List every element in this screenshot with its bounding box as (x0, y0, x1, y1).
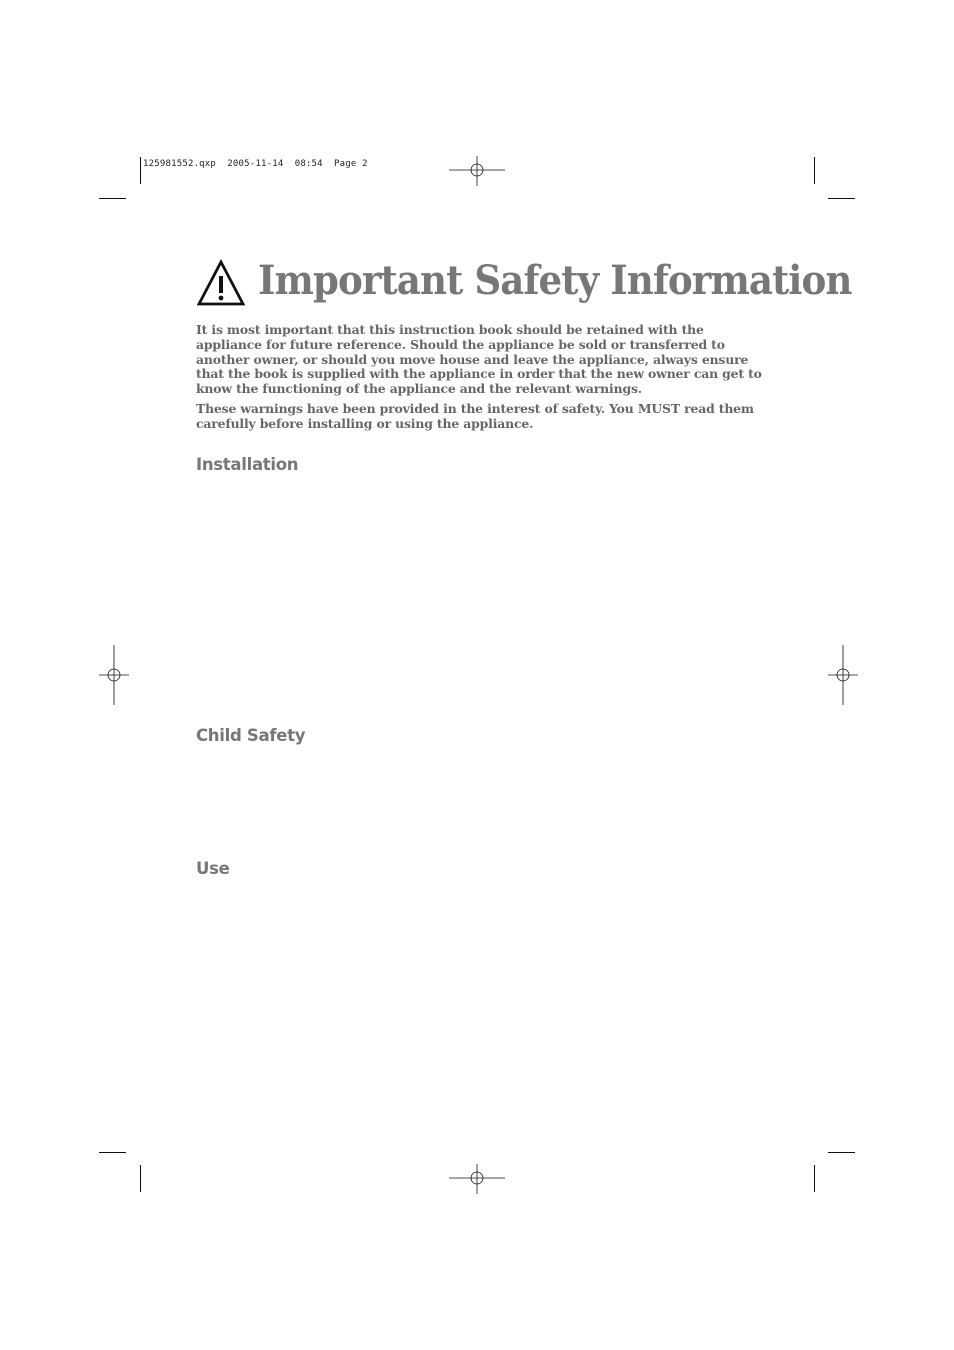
section-heading-installation: Installation (196, 455, 299, 474)
crop-mark-bottom-right-vertical (814, 1165, 815, 1192)
crop-mark-bottom-left-vertical (140, 1165, 141, 1192)
warning-triangle-icon (196, 259, 246, 307)
section-heading-child-safety: Child Safety (196, 726, 306, 745)
crop-mark-top-left-horizontal (99, 198, 126, 199)
crop-mark-top-right-horizontal (828, 198, 855, 199)
crop-mark-top-left-vertical (140, 157, 141, 184)
section-heading-use: Use (196, 859, 230, 878)
registration-mark-bottom (449, 1164, 505, 1194)
intro-paragraph: These warnings have been provided in the interest of safety. You MUST read them carefully before installing or using the appliance. (196, 401, 754, 431)
print-slug: 125981552.qxp 2005-11-14 08:54 Page 2 (143, 159, 368, 169)
page-header (196, 255, 896, 307)
crop-mark-top-right-vertical (814, 157, 815, 184)
page-title: Important Safety Information (258, 257, 852, 304)
registration-mark-left (99, 645, 129, 705)
registration-mark-top (449, 156, 505, 186)
crop-mark-bottom-right-horizontal (828, 1152, 855, 1153)
registration-mark-right (828, 645, 858, 705)
intro-paragraph: It is most important that this instruction book should be retained with the appliance for future reference. Should the appliance be sold or transferred to another owner, or should you move house and leave the appliance, always ensure that the book is supplied with the appliance in order that the new owner can get to know the functioning of the appliance and the relevant warnings. (196, 322, 762, 397)
crop-mark-bottom-left-horizontal (99, 1152, 126, 1153)
